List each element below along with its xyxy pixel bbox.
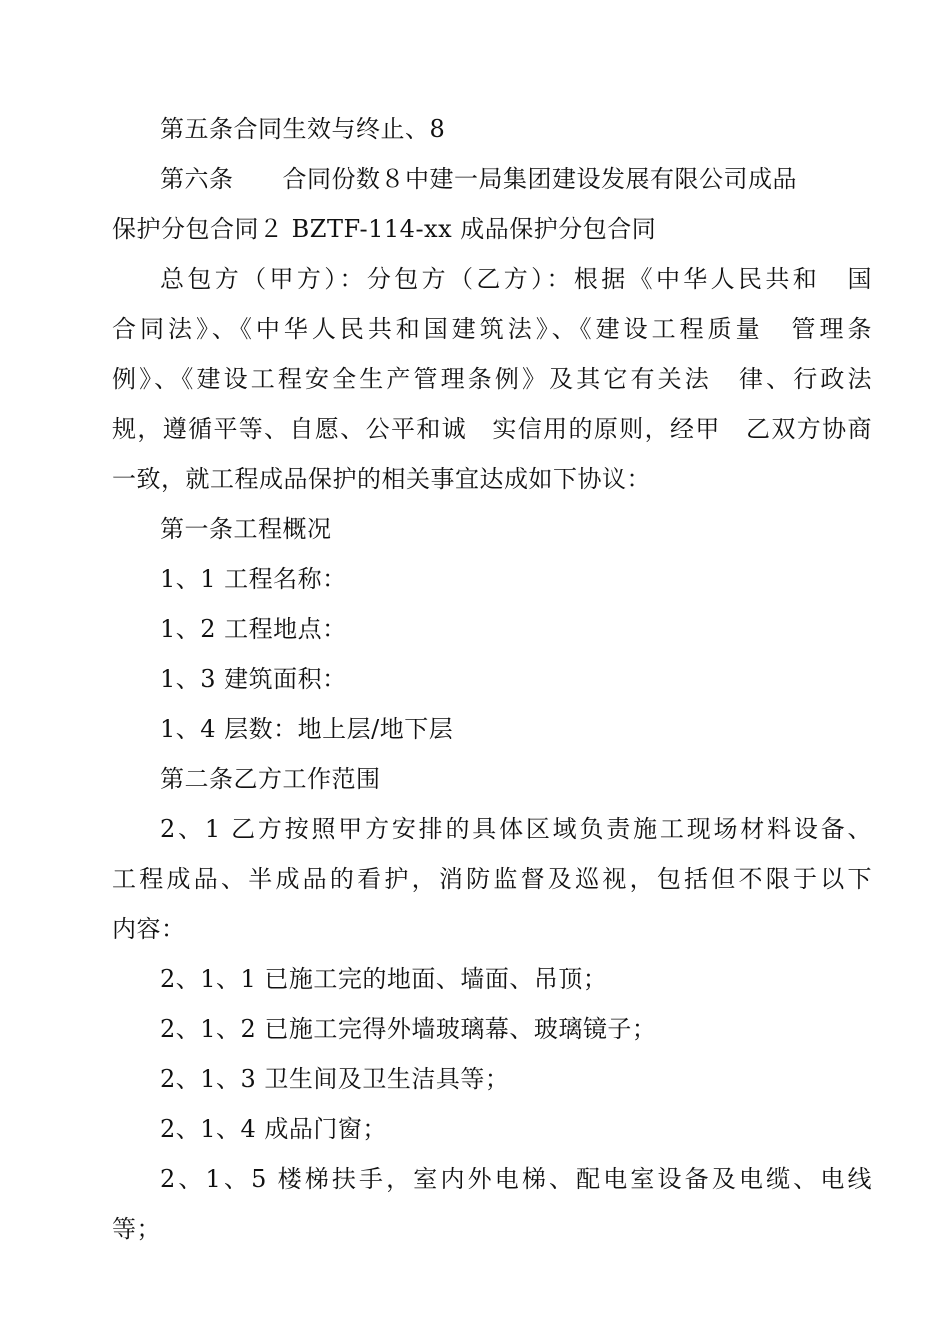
preamble-line-1: 总包方（甲方）：分包方（乙方）：根据《中华人民共和 国 xyxy=(160,265,872,293)
clause-1-1: 1、1 工程名称： xyxy=(160,565,347,593)
clause-2-1-1: 2、1、1 已施工完的地面、墙面、吊顶； xyxy=(160,965,608,993)
clause-2-1-line-2: 工程成品、半成品的看护，消防监督及巡视，包括但不限于以下 xyxy=(112,865,872,893)
clause-1-2: 1、2 工程地点： xyxy=(160,615,347,643)
clause-2-1-3: 2、1、3 卫生间及卫生洁具等； xyxy=(160,1065,510,1093)
article-5-heading: 第五条合同生效与终止、8 xyxy=(160,115,446,143)
clause-2-1-5-line-1: 2、1、5 楼梯扶手，室内外电梯、配电室设备及电缆、电线 xyxy=(160,1165,872,1193)
contract-title: 保护分包合同２ BZTF-114-xx 成品保护分包合同 xyxy=(112,215,657,243)
clause-2-1-4: 2、1、4 成品门窗； xyxy=(160,1115,387,1143)
clause-1-3: 1、3 建筑面积： xyxy=(160,665,347,693)
article-6-heading: 第六条 合同份数８中建一局集团建设发展有限公司成品 xyxy=(160,165,797,193)
article-1-heading: 第一条工程概况 xyxy=(160,515,332,543)
clause-1-4: 1、4 层数：地上层/地下层 xyxy=(160,715,454,743)
clause-2-1-line-1: 2、1 乙方按照甲方安排的具体区域负责施工现场材料设备、 xyxy=(160,815,872,843)
preamble-line-2: 合同法》、《中华人民共和国建筑法》、《建设工程质量 管理条 xyxy=(112,315,872,343)
clause-2-1-5-line-2: 等； xyxy=(112,1215,161,1243)
clause-2-1-2: 2、1、2 已施工完得外墙玻璃幕、玻璃镜子； xyxy=(160,1015,657,1043)
clause-2-1-line-3: 内容： xyxy=(112,915,186,943)
preamble-line-3: 例》、《建设工程安全生产管理条例》及其它有关法 律、行政法 xyxy=(112,365,872,393)
preamble-line-5: 一致，就工程成品保护的相关事宜达成如下协议： xyxy=(112,465,651,493)
preamble-line-4: 规，遵循平等、自愿、公平和诚 实信用的原则，经甲 乙双方协商 xyxy=(112,415,872,443)
article-2-heading: 第二条乙方工作范围 xyxy=(160,765,381,793)
